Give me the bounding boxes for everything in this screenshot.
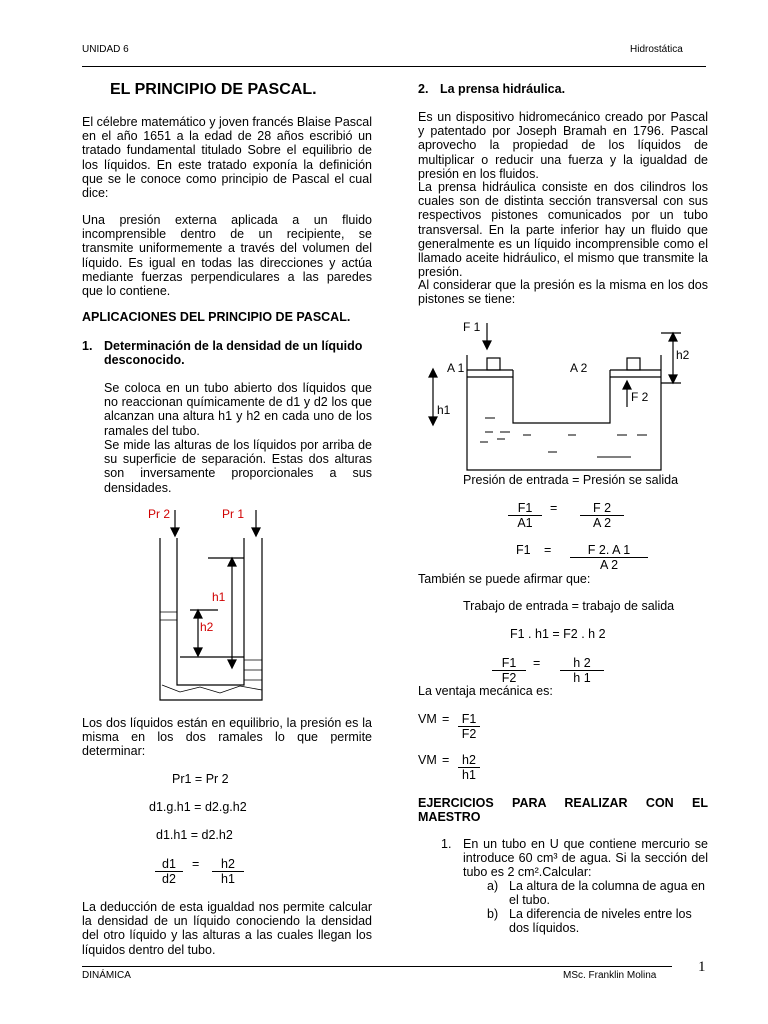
- press-paragraph-3: Al considerar que la presión es la misma en los dos pistones se tiene:: [418, 278, 708, 307]
- header-rule: [82, 66, 706, 67]
- fraction-denominator: A 2: [592, 516, 612, 530]
- fraction-numerator: F1: [492, 656, 526, 671]
- equals-sign: =: [442, 753, 450, 767]
- fraction-numerator: h 2: [560, 656, 604, 671]
- fraction-h2-h1: [560, 656, 604, 685]
- h2-label: h2: [200, 620, 214, 634]
- item1-paragraph-1: Se coloca en un tubo abierto dos líquidos que no reaccionan químicamente de d1 y d2 los que alcanzan una altura h1 y h2 en cada uno de los ramales del tubo.: [104, 381, 372, 438]
- item1-paragraph-2: Se mide las alturas de los líquidos por arriba de su superficie de separación. Estas dos alturas son inversamente proporcionales a sus densidades.: [104, 438, 372, 495]
- h2-label: h2: [676, 348, 690, 362]
- fraction-numerator: h2: [458, 753, 480, 768]
- fraction-denominator: h1: [221, 872, 235, 886]
- equation-dgh: d1.g.h1 = d2.g.h2: [149, 800, 247, 814]
- footer-author: MSc. Franklin Molina: [563, 970, 657, 981]
- vm1-lhs: VM: [418, 712, 437, 726]
- section-2-heading: La prensa hidráulica.: [440, 82, 566, 96]
- fraction-denominator: F2: [501, 671, 517, 685]
- equals-sign: =: [550, 501, 558, 515]
- hydraulic-press-diagram: [425, 315, 695, 475]
- a2-label: A 2: [570, 361, 588, 375]
- equals-sign: =: [192, 857, 200, 871]
- footer-subject: DINÁMICA: [82, 970, 131, 981]
- page-title: EL PRINCIPIO DE PASCAL.: [110, 81, 317, 98]
- fraction-f2-a2: [580, 501, 624, 530]
- exercise-1a-label: a): [487, 879, 499, 893]
- equals-sign: =: [544, 543, 552, 557]
- fraction-numerator: d1: [155, 857, 183, 872]
- fraction-numerator: F 2: [580, 501, 624, 516]
- equals-sign: =: [533, 656, 541, 670]
- f2-label: F 2: [631, 390, 649, 404]
- equation-pressure: Pr1 = Pr 2: [172, 772, 229, 786]
- h1-label: h1: [212, 590, 226, 604]
- pr2-label: Pr 2: [148, 507, 171, 521]
- fraction-denominator: F2: [461, 727, 477, 741]
- exercise-1b-text: La diferencia de niveles entre los dos líquidos.: [509, 907, 692, 936]
- principle-paragraph: Una presión externa aplicada a un fluido incomprensible dentro de un recipiente, se transmite uniformemente a través del volumen del líquido. Es igual en todas las direcciones y actúa mediante fuerzas perpendiculares a las paredes que lo contiene.: [82, 213, 372, 299]
- fraction-h2-h1: [212, 857, 244, 886]
- exercises-heading: EJERCICIOS PARA REALIZAR CON EL MAESTRO: [418, 796, 708, 825]
- section-2-number: 2.: [418, 82, 429, 96]
- fraction-denominator: A1: [517, 516, 533, 530]
- press-paragraph-1: Es un dispositivo hidromecánico creado por Pascal y patentado por Joseph Bramah en 1796. Pascal aprovecho la propiedad de los líquidos de multiplicar o reducir una fuerza y la igualdad de presión en los fluidos.: [418, 110, 708, 181]
- equation-dh: d1.h1 = d2.h2: [156, 828, 233, 842]
- equation-force-height: F1 . h1 = F2 . h 2: [510, 627, 606, 641]
- fraction-d1-d2: [155, 857, 183, 886]
- item1-title: Determinación de la densidad de un líquido desconocido.: [104, 339, 363, 368]
- also-text: También se puede afirmar que:: [418, 572, 591, 586]
- u-tube-diagram: [140, 500, 280, 710]
- fraction-numerator: h2: [212, 857, 244, 872]
- equals-sign: =: [442, 712, 450, 726]
- exercise-1a-text: La altura de la columna de agua en el tubo.: [509, 879, 705, 908]
- vm2-lhs: VM: [418, 753, 437, 767]
- fraction-numerator: F 2. A 1: [570, 543, 648, 558]
- fraction-denominator: h 1: [573, 671, 591, 685]
- pr1-label: Pr 1: [222, 507, 245, 521]
- fraction-denominator: d2: [162, 872, 176, 886]
- conclusion-paragraph: La deducción de esta igualdad nos permite calcular la densidad de un líquido conociendo la densidad del otro líquido y las alturas a las cuales llegan los líquidos dentro del tubo.: [82, 900, 372, 957]
- press-paragraph-2: La prensa hidráulica consiste en dos cilindros los cuales son de distinta sección transversal con sus respectivos pistones comunicados por un tubo transversal. En la parte inferior hay un fluido que generalmente es un líquido incomprensible como el llamado aceite hidráulico, el mismo que transmite la presión.: [418, 180, 708, 280]
- fraction-f1-f2: [492, 656, 526, 685]
- exercise-1b-label: b): [487, 907, 499, 921]
- fraction-f1-a1: [508, 501, 542, 530]
- f1-lhs: F1: [516, 543, 531, 557]
- fraction-numerator: F1: [458, 712, 480, 727]
- fraction-vm-forces: [458, 712, 480, 741]
- fraction-denominator: h1: [462, 768, 476, 782]
- header-unit: UNIDAD 6: [82, 44, 129, 55]
- fraction-f2a1-a2: [570, 543, 648, 572]
- vm-intro: La ventaja mecánica es:: [418, 684, 553, 698]
- equation-pressure-equality: Presión de entrada = Presión se salida: [463, 473, 679, 487]
- page-number: 1: [698, 959, 706, 975]
- item1-number: 1.: [82, 339, 93, 353]
- fraction-numerator: F1: [508, 501, 542, 516]
- header-topic: Hidrostática: [630, 44, 683, 55]
- equation-work: Trabajo de entrada = trabajo de salida: [463, 599, 675, 613]
- fraction-vm-heights: [458, 753, 480, 782]
- intro-paragraph: El célebre matemático y joven francés Blaise Pascal en el año 1651 a la edad de 28 años escribió un tratado fundamental titulado Sobre el equilibrio de los líquidos. En este tratado exponía la definición que se le conoce como principio de Pascal el cual dice:: [82, 115, 372, 201]
- f1-label: F 1: [463, 320, 481, 334]
- a1-label: A 1: [447, 361, 465, 375]
- applications-heading: APLICACIONES DEL PRINCIPIO DE PASCAL.: [82, 310, 351, 324]
- fraction-denominator: A 2: [599, 558, 619, 572]
- exercise-1-number: 1.: [441, 837, 452, 851]
- equilibrium-paragraph: Los dos líquidos están en equilibrio, la presión es la misma en los dos ramales lo que permite determinar:: [82, 716, 372, 759]
- h1-label: h1: [437, 403, 451, 417]
- exercise-1-text: En un tubo en U que contiene mercurio se introduce 60 cm³ de agua. Si la sección del tubo es 2 cm².Calcular:: [463, 837, 708, 880]
- footer-rule: [82, 966, 672, 967]
